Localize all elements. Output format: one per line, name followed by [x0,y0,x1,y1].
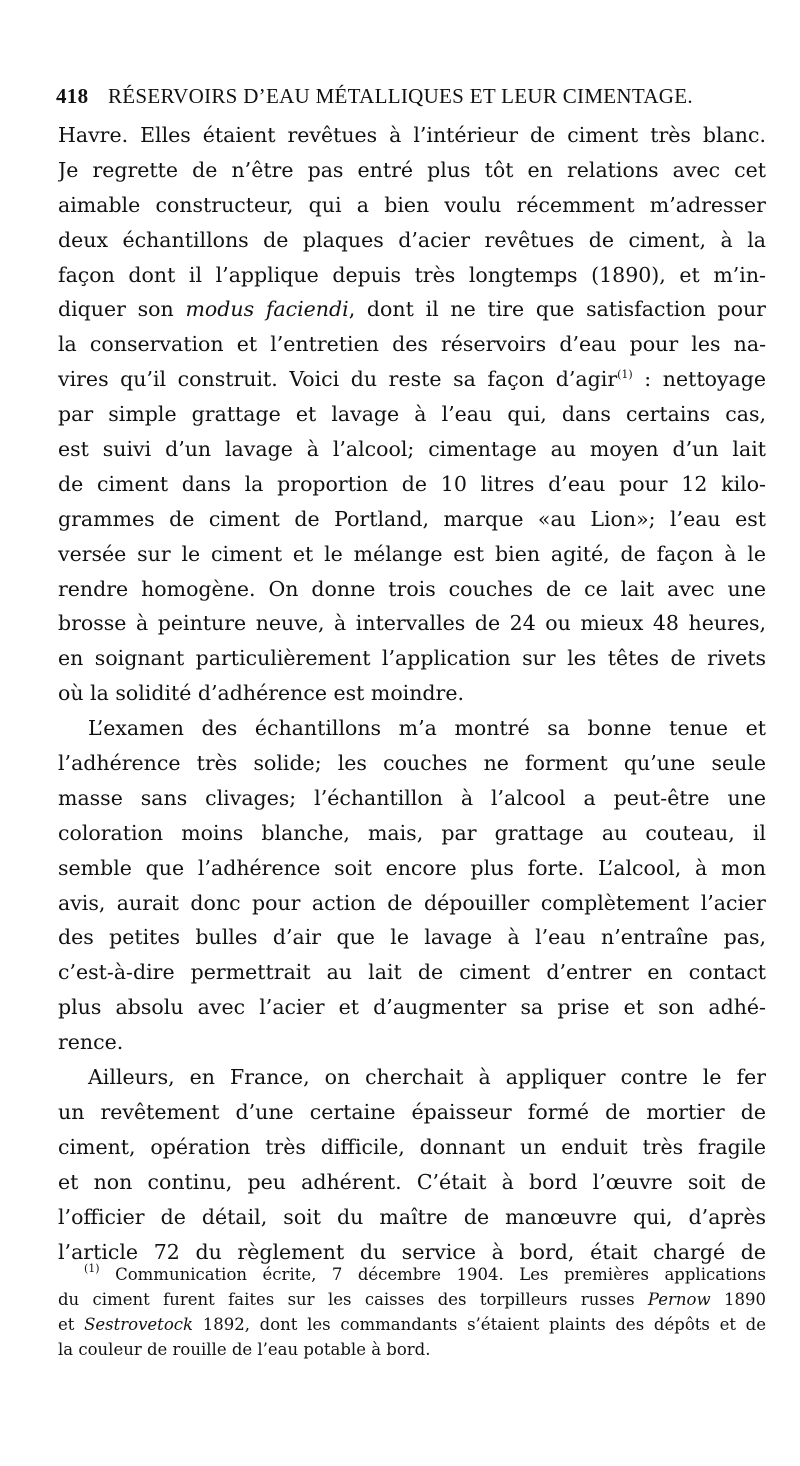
text-line: un revêtement d’une certaine épaisseur formé de mortier de [58,1099,766,1124]
text-line: versée sur le ciment et le mélange est bien agité, de façon à le [58,541,766,566]
footnote-marker: (1) [84,1262,100,1275]
text-line: et non continu, peu adhérent. C’était à bord l’œuvre soit de [58,1169,766,1194]
text-line: ciment, opération très difficile, donnant un enduit très fragile [58,1134,766,1159]
text-line: l’article 72 du règlement du service à bord, était chargé de [58,1239,766,1264]
page-number: 418 [56,84,89,108]
text-line: masse sans clivages; l’échantillon à l’alcool a peut-être une [58,785,766,810]
italic-term: modus faciendi [185,297,349,322]
footnote-line: la couleur de rouille de l’eau potable à bord. [58,1340,431,1359]
text-line: diquer son modus faciendi, dont il ne tire que satisfaction pour [58,297,766,322]
ship-name: Pernow [647,1290,711,1309]
paragraph-start-line: Ailleurs, en France, on cherchait à appliquer contre le fer [88,1065,766,1090]
text-line: façon dont il l’applique depuis très longtemps (1890), et m’in- [58,262,766,287]
text-line: la conservation et l’entretien des réservoirs d’eau pour les na- [58,332,766,357]
footnote-line: et Sestrovetock 1892, dont les commandants s’étaient plaints des dépôts et de [58,1315,766,1334]
text-line: rendre homogène. On donne trois couches de ce lait avec une [58,576,766,601]
text-line: de ciment dans la proportion de 10 litres d’eau pour 12 kilo- [58,471,766,496]
text-line: où la solidité d’adhérence est moindre. [58,681,464,706]
text-line: par simple grattage et lavage à l’eau qui, dans certains cas, [58,402,766,427]
text-line: Havre. Elles étaient revêtues à l’intérieur de ciment très blanc. [58,123,766,147]
text-line: est suivi d’un lavage à l’alcool; cimentage au moyen d’un lait [58,437,766,462]
text-line: des petites bulles d’air que le lavage à l’eau n’entraîne pas, [58,925,766,950]
footnote-line: $^{(1)}$ Communication écrite, 7 décembre 1904. Les premières applications [84,1262,766,1284]
running-title: RÉSERVOIRS D’EAU MÉTALLIQUES ET LEUR CIMENTAGE. [107,84,693,108]
footnote [58,1262,766,1362]
running-header [56,84,746,109]
text-line: grammes de ciment de Portland, marque «au Lion»; l’eau est [58,506,766,531]
text-line: l’adhérence très solide; les couches ne forment qu’une seule [58,751,766,776]
ship-name: Sestrovetock [84,1315,193,1334]
body-text [58,118,766,1269]
text-line: c’est-à-dire permettrait au lait de ciment d’entrer en contact [58,960,766,985]
footnote-reference[interactable]: (1) [617,368,633,382]
footnote-line: du ciment furent faites sur les caisses des torpilleurs russes Pernow 1890 [58,1290,766,1309]
text-line: rence. [58,1030,124,1055]
text-line: aimable constructeur, qui a bien voulu récemment m’adresser [58,192,766,217]
text-line: Je regrette de n’être pas entré plus tôt en relations avec cet [58,157,766,182]
text-line: semble que l’adhérence soit encore plus forte. L’alcool, à mon [58,855,766,880]
text-line: avis, aurait donc pour action de dépouiller complètement l’acier [58,890,766,915]
text-line: vires qu’il construit. Voici du reste sa façon d’agir$^{(1)}$ : nettoyage [58,367,766,392]
text-line: en soignant particulièrement l’application sur les têtes de rivets [58,646,766,671]
text-line: plus absolu avec l’acier et d’augmenter sa prise et son adhé- [58,995,766,1020]
text-line: coloration moins blanche, mais, par grattage au couteau, il [58,820,766,845]
text-line: deux échantillons de plaques d’acier revêtues de ciment, à la [58,227,766,252]
text-line: l’officier de détail, soit du maître de manœuvre qui, d’après [58,1204,766,1229]
paragraph-start-line: L’examen des échantillons m’a montré sa bonne tenue et [88,716,766,741]
text-line: brosse à peinture neuve, à intervalles de 24 ou mieux 48 heures, [58,611,766,636]
